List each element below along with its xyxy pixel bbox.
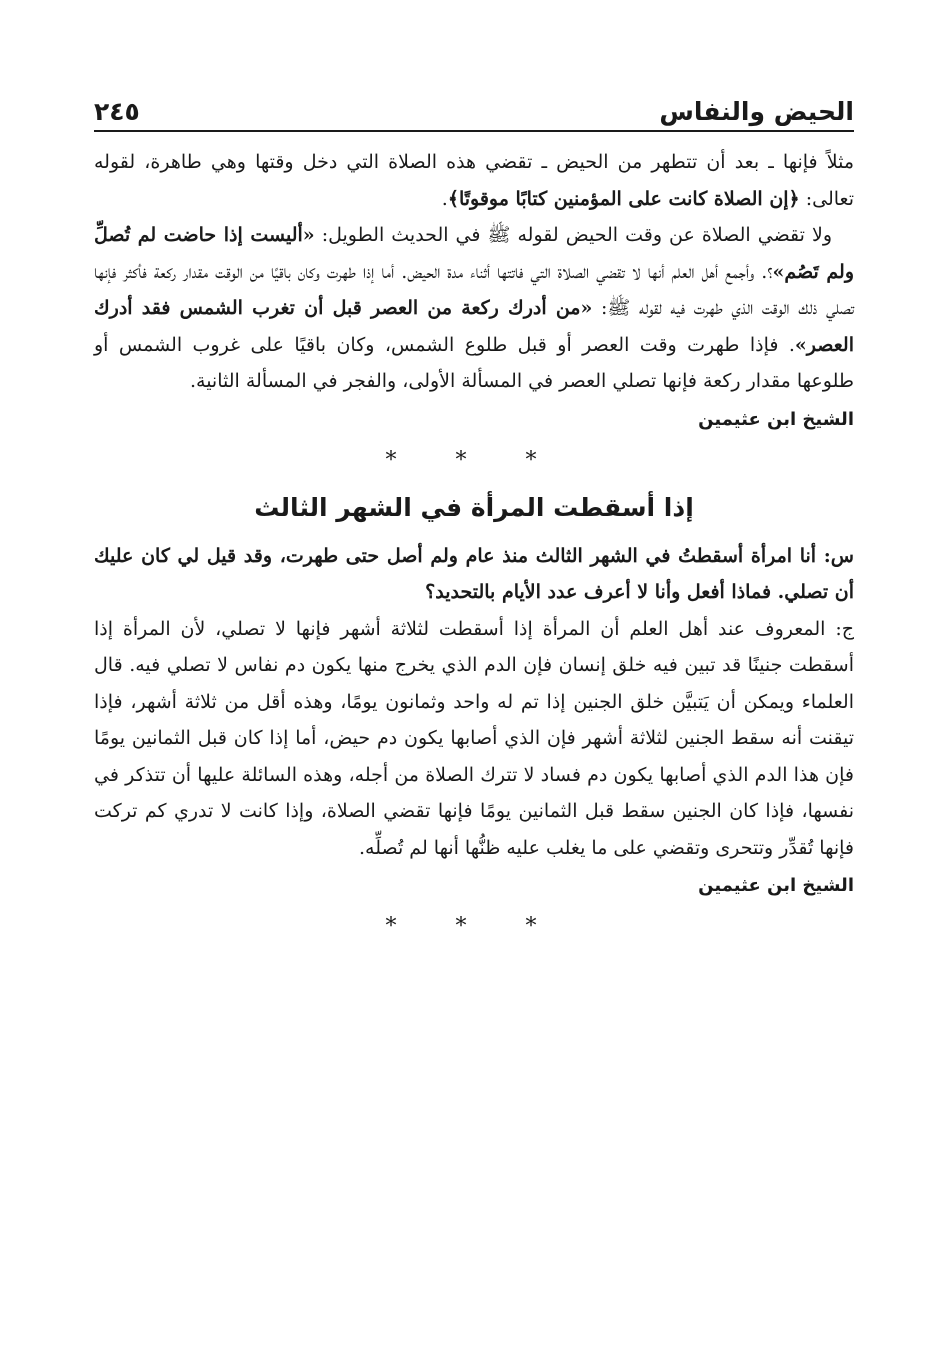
intro-paragraph	[94, 144, 854, 217]
section-title: إذا أسقطت المرأة في الشهر الثالث	[254, 492, 694, 522]
book-page	[94, 82, 854, 950]
hadith-paragraph-part-1: ولا تقضي الصلاة عن وقت الحيض لقوله ﷺ في الحديث الطويل:	[314, 224, 832, 246]
intro-line-2-prefix: تعالى:	[799, 187, 854, 210]
page-number: ٢٤٥	[94, 97, 140, 126]
hadith-paragraph-part-2: ؟. وأجمع أهل العلم أنها لا تقضي الصلاة التي فاتتها أثناء مدة الحيض. أما إذا طهرت وكان باقيًا من الوقت مقدار ركعة فأكثر فإنها تصلي ذلك الوقت الذي طهرت فيه لقوله ﷺ:	[94, 260, 854, 319]
question-paragraph: س: أنا امرأة أسقطتُ في الشهر الثالث منذ عام ولم أصل حتى طهرت، وقد قيل لي كان عليك أن تصلي. فماذا أفعل وأنا لا أعرف عدد الأيام بالتحديد؟	[94, 544, 854, 603]
hadith-paragraph	[94, 217, 854, 400]
signature-1: الشيخ ابن عثيمين	[698, 408, 854, 430]
intro-line-2-suffix: .	[441, 187, 448, 210]
running-title: الحيض والنفاس	[659, 97, 854, 126]
intro-line-1: مثلاً فإنها ـ بعد أن تتطهر من الحيض ـ تقضي هذه الصلاة التي دخل وقتها وهي طاهرة، لقوله	[94, 151, 854, 173]
page-header	[94, 82, 854, 132]
answer-paragraph: ج: المعروف عند أهل العلم أن المرأة إذا أسقطت لثلاثة أشهر فإنها لا تصلي، لأن المرأة إذا أسقطت جنينًا قد تبين فيه خلق إنسان فإن الدم الذي يخرج منها يكون دم نفاس لا تصلي فيه. قال العلماء ويمكن أن يَتبيَّن خلق الجنين إذا تم له واحد وثمانون يومًا، وهذه أقل من ثلاثة أشهر، فإذا تيقنت أنه سقط الجنين لثلاثة أشهر فإن الذي أصابها يكون دم حيض، أما إذا كان قبل الثمانين يومًا فإن هذا الدم الذي أصابها يكون دم فساد لا تترك الصلاة من أجله، وهذه السائلة عليها أن تتذكر في نفسها، فإذا كان الجنين سقط قبل الثمانين يومًا فإنها تقضي الصلاة، وإذا كانت لا تدري كم تركت فإنها تُقدِّر وتتحرى وتقضي على ما يغلب عليه ظنُّها أنها لم تُصلِّه.	[94, 617, 854, 859]
hadith-paragraph-part-3: . فإذا طهرت وقت العصر أو قبل طلوع الشمس، وكان باقيًا على غروب الشمس أو طلوعها مقدار ركعة فإنها تصلي العصر في المسألة الأولى، والفجر في المسألة الثانية.	[94, 333, 854, 392]
signature-2: الشيخ ابن عثيمين	[698, 875, 854, 896]
hadith-quote-2: «من أدرك ركعة من العصر قبل أن تغرب الشمس فقد أدرك العصر»	[94, 297, 854, 356]
section-divider-1: * * *	[385, 447, 563, 473]
hadith-quote-1: «أليست إذا حاضت لم تُصلِّ ولم تَصُم»	[94, 224, 854, 283]
quran-quote: ﴿إن الصلاة كانت على المؤمنين كتابًا موقوتًا﴾	[447, 187, 800, 210]
section-divider-2: * * *	[385, 914, 563, 939]
